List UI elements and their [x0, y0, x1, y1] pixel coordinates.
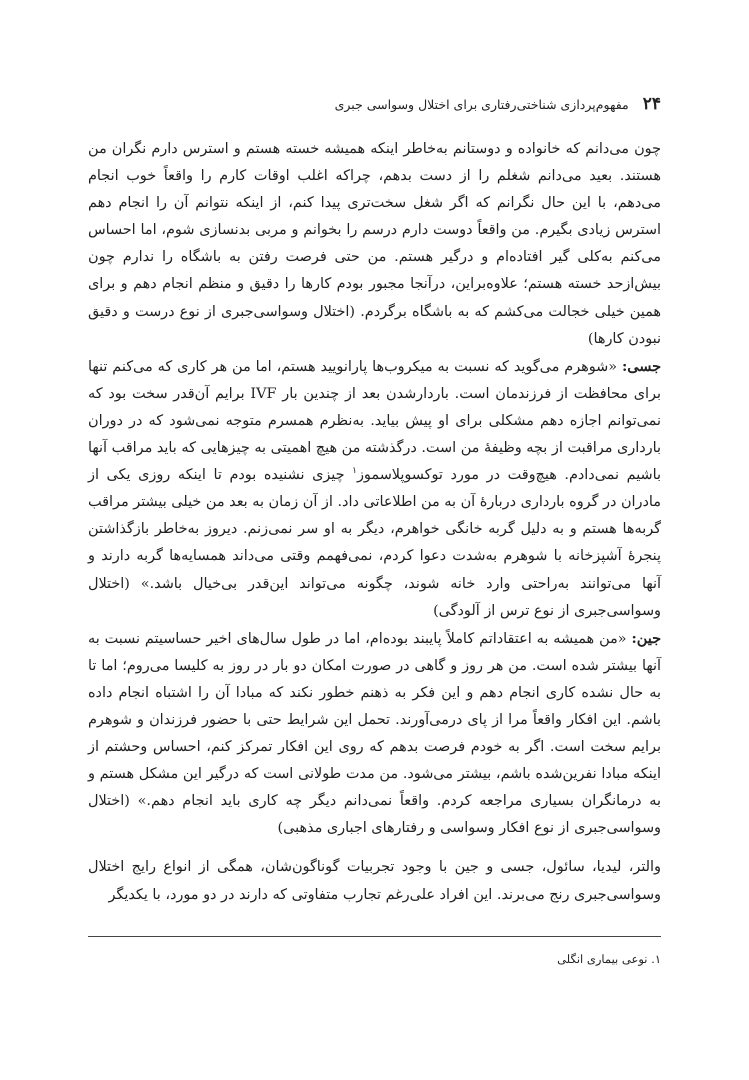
paragraph-text: «شوهرم می‌گوید که نسبت به میکروب‌ها پارانویید هستم، اما من هر کاری که می‌کنم تنها برای محافظت از فرزندمان است. باردارشدن بعد از چندین بار IVF برایم آن‌قدر سخت بود که نمی‌توانم اجازه دهم مشکلی برای او پیش بیاید. به‌نظرم همسرم متوجه نمی‌شود که در دوران بارداری مراقبت از بچه وظیفهٔ من است. درگذشته من هیچ اهمیتی به چیزهایی که باید مراقب آنها باشیم نمی‌دادم. هیچ‌وقت در مورد توکسوپلاسموز	[88, 358, 661, 484]
paragraph-continuation	[88, 136, 661, 353]
paragraph-text: «من همیشه به اعتقاداتم کاملاً پایبند بوده‌ام، اما در طول سال‌های اخیر حساسیتم نسبت به آنها بیشتر شده است. من هر روز و گاهی در صورت امکان دو بار در روز به کلیسا می‌روم؛ اما تا به حال نشده کاری انجام دهم و این فکر به ذهنم خطور نکند که مبادا آن را اشتباه انجام داده باشم. این افکار واقعاً مرا از پای درمی‌آورند. تحمل این شرایط حتی با حضور فرزندان و شوهرم برایم سخت است. اگر به خودم فرصت بدهم که روی این افکار تمرکز کنم، احساس وحشتم از اینکه مبادا نفرین‌شده باشم، بیشتر می‌شود. من مدت طولانی است که درگیر این مشکل هستم و به درمانگران بسیاری مراجعه کردم. واقعاً نمی‌دانم دیگر چه کاری باید انجام دهم.» (اختلال وسواسی‌جبری از نوع افکار وسواسی و رفتارهای اجباری مذهبی)	[88, 630, 661, 837]
paragraph-text: والتر، لیدیا، سائول، جسی و جین با وجود تجربیات گوناگون‌شان، همگی از انواع رایج اختلال وسواسی‌جبری رنج می‌برند. این افراد علی‌رغم تجارب متفاوتی که دارند در دو مورد، با یکدیگر	[88, 859, 661, 903]
footnote-marker: ۱	[352, 466, 357, 477]
paragraph-text: چیزی نشنیده بودم تا اینکه روزی یکی از مادران در گروه بارداری دربارهٔ آن به من اطلاعاتی داد. از آن زمان به بعد من خیلی بیشتر مراقب گربه‌ها هستم و به دلیل گربه خانگی خواهرم، دیگر به او سر نمی‌زنم. دیروز به‌خاطر بازگذاشتن پنجرهٔ آشپزخانه با شوهرم به‌شدت دعوا کردم، نمی‌فهمم وقتی می‌داند همسایه‌ها گربه دارند و آنها می‌توانند به‌راحتی وارد خانه شوند، چگونه می‌تواند این‌قدر بی‌خیال باشد.» (اختلال وسواسی‌جبری از نوع ترس از آلودگی)	[88, 467, 661, 619]
footnote-divider	[88, 936, 661, 937]
page-number: ۲۴	[642, 94, 661, 114]
paragraph-jessie	[88, 353, 661, 625]
body-text	[88, 136, 661, 909]
footnote: ۱. نوعی بیماری انگلی	[557, 952, 661, 966]
speaker-label: جین:	[631, 629, 661, 647]
running-header-title: مفهوم‌پردازی شناختی‌رفتاری برای اختلال وسواسی جبری	[334, 97, 629, 112]
paragraph-jean	[88, 625, 661, 843]
paragraph-summary	[88, 854, 661, 908]
running-header	[88, 94, 661, 118]
paragraph-text: چون می‌دانم که خانواده و دوستانم به‌خاطر اینکه همیشه خسته هستم و استرس دارم نگران من هستند. بعید می‌دانم شغلم را از دست بدهم، چراکه اغلب اوقات کارم را واقعاً خوب انجام می‌دهم، با این حال نگرانم که اگر شغل سخت‌تری پیدا کنم، از اینکه نتوانم آن را انجام دهم استرس زیادی بگیرم. من واقعاً دوست دارم درسم را بخوانم و مربی بدنسازی شوم، اما احساس می‌کنم به‌کلی گیر افتاده‌ام و درگیر هستم. من حتی فرصت رفتن به باشگاه را ندارم چون بیش‌ازحد خسته هستم؛ علاوه‌براین، درآنجا مجبور بودم کارها را دقیق و منظم انجام دهم و برای همین خیلی خجالت می‌کشم که به باشگاه برگردم. (اختلال وسواسی‌جبری از نوع درست و دقیق نبودن کارها)	[88, 141, 661, 347]
speaker-label: جسی:	[621, 357, 661, 375]
